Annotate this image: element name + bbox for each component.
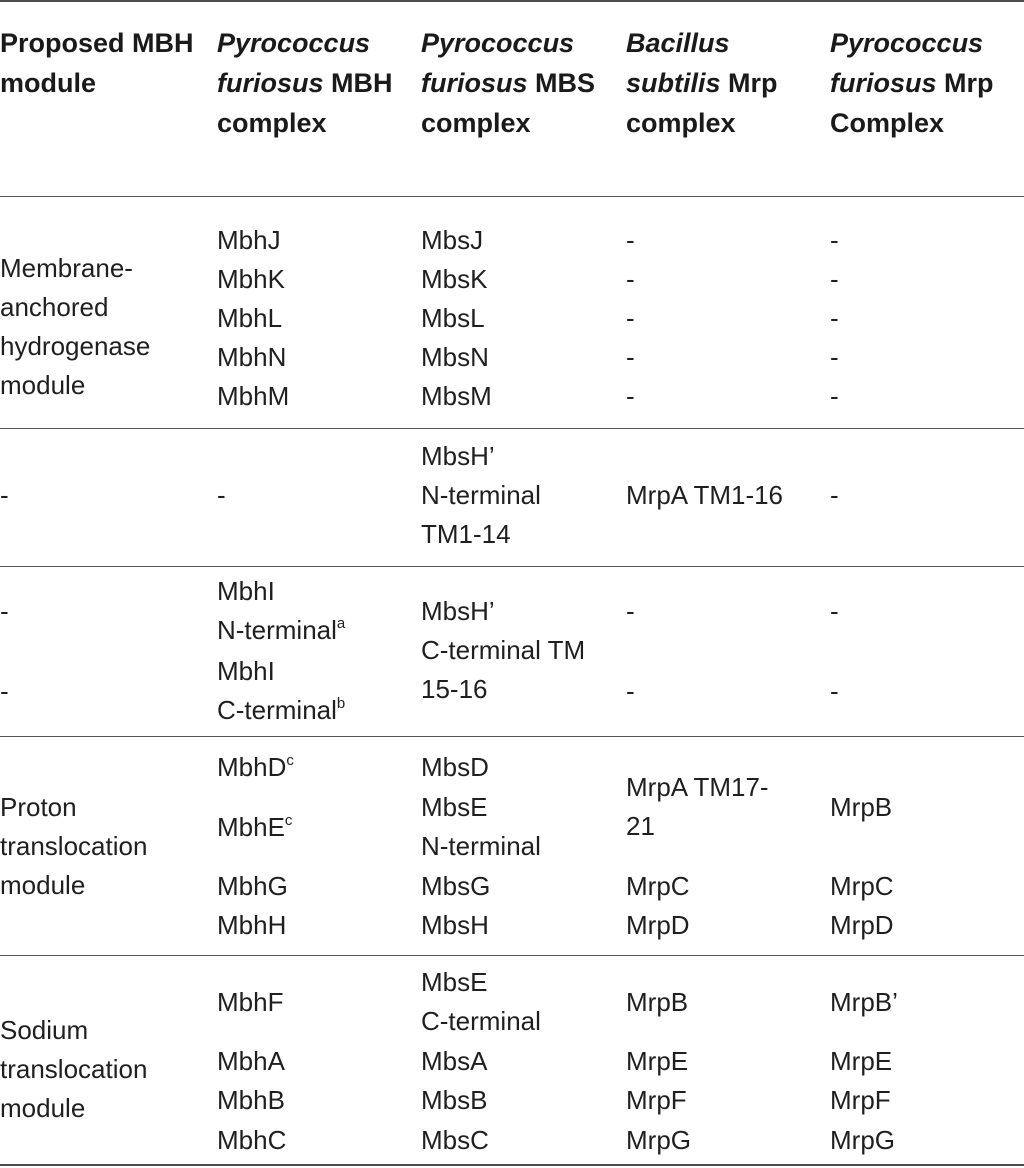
module-label: Membrane- — [0, 253, 133, 283]
bsu-mrp-subunit: - — [626, 676, 635, 706]
header-complex: MBS complex — [421, 68, 596, 138]
pfu-mrp-subunit: MrpF — [830, 1085, 891, 1115]
pfu-mrp-subunit: MrpB — [830, 792, 893, 822]
mbh-subunit: MbhJ — [217, 225, 281, 255]
footnote-marker: a — [336, 615, 346, 632]
pfu-mrp-subunit: MrpE — [830, 1046, 893, 1076]
mbs-subunit: MbsC — [421, 1125, 489, 1155]
bsu-mrp-subunit: MrpA TM17- — [626, 772, 769, 802]
bsu-mrp-subunit: MrpA TM1-16 — [626, 480, 784, 510]
module-label: anchored — [0, 292, 109, 322]
module-label: Sodium — [0, 1015, 89, 1045]
pfu-mrp-subunit: MrpB’ — [830, 987, 898, 1017]
mbh-subunit-text: MbhD — [217, 752, 287, 782]
footnote-marker: c — [286, 752, 294, 769]
mbh-subunit — [217, 808, 292, 847]
module-label: Proton — [0, 792, 77, 822]
header-pfu-mbs — [421, 23, 606, 143]
mbs-subunit: MbsH’ — [421, 596, 495, 626]
footnote-marker: b — [336, 695, 346, 712]
mbh-subunit: MbhG — [217, 871, 288, 901]
header-species: Pyrococcus furiosus — [217, 28, 371, 98]
bsu-mrp-subunit: MrpE — [626, 1046, 689, 1076]
mbh-subunit — [217, 691, 345, 730]
header-pfu-mbh — [217, 23, 402, 143]
mbs-subunit: MbsM — [421, 381, 492, 411]
pfu-mrp-subunit: - — [830, 264, 839, 294]
module-label: translocation — [0, 1054, 148, 1084]
bsu-mrp-subunit: MrpB — [626, 987, 689, 1017]
mbh-subunit: MbhM — [217, 381, 290, 411]
bsu-mrp-subunit: - — [626, 264, 635, 294]
mbh-subunit-text: N-terminal — [217, 615, 337, 645]
mbs-subunit: MbsG — [421, 871, 491, 901]
pfu-mrp-subunit: - — [830, 480, 839, 510]
mbs-subunit: 15-16 — [421, 674, 488, 704]
mbh-subunit: MbhB — [217, 1085, 285, 1115]
section-divider — [0, 428, 1024, 429]
mbh-subunit — [217, 748, 294, 787]
mbs-subunit: TM1-14 — [421, 519, 511, 549]
bsu-mrp-subunit: MrpG — [626, 1125, 691, 1155]
mbs-subunit: MbsL — [421, 303, 485, 333]
header-species: Pyrococcus furiosus — [830, 28, 984, 98]
pfu-mrp-subunit: - — [830, 303, 839, 333]
bsu-mrp-subunit: 21 — [626, 811, 655, 841]
mbh-subunit: MbhH — [217, 910, 287, 940]
pfu-mrp-subunit: - — [830, 676, 839, 706]
bsu-mrp-subunit: - — [626, 596, 635, 626]
section-divider — [0, 566, 1024, 567]
mbs-subunit: C-terminal — [421, 1006, 541, 1036]
mbh-subunit: MbhI — [217, 656, 275, 686]
mbs-subunit: MbsJ — [421, 225, 484, 255]
header-complex: Mrp complex — [626, 68, 778, 138]
mbs-subunit: MbsE — [421, 967, 488, 997]
bsu-mrp-subunit: - — [626, 342, 635, 372]
pfu-mrp-subunit: - — [830, 596, 839, 626]
module-label: module — [0, 870, 86, 900]
module-label: translocation — [0, 831, 148, 861]
bsu-mrp-subunit: - — [626, 225, 635, 255]
mbs-subunit: MbsA — [421, 1046, 488, 1076]
module-label: module — [0, 370, 86, 400]
pfu-mrp-subunit: MrpC — [830, 871, 894, 901]
mbs-subunit: MbsE — [421, 792, 488, 822]
mbs-subunit: MbsB — [421, 1085, 488, 1115]
bsu-mrp-subunit: MrpD — [626, 910, 690, 940]
bsu-mrp-subunit: - — [626, 381, 635, 411]
header-species: Pyrococcus furiosus — [421, 28, 575, 98]
bsu-mrp-subunit: - — [626, 303, 635, 333]
bsu-mrp-subunit: MrpF — [626, 1085, 687, 1115]
header-proposed-module-text: Proposed MBH module — [0, 28, 194, 98]
pfu-mrp-subunit: MrpG — [830, 1125, 895, 1155]
mbh-subunit: MbhA — [217, 1046, 285, 1076]
mbh-subunit — [217, 611, 345, 650]
module-label: module — [0, 1093, 86, 1123]
module-label: hydrogenase — [0, 331, 151, 361]
mbh-subunit-text: C-terminal — [217, 695, 337, 725]
mbs-subunit: MbsN — [421, 342, 489, 372]
header-complex: MBH complex — [217, 68, 393, 138]
header-complex: Mrp Complex — [830, 68, 994, 138]
header-species: Bacillus subtilis — [626, 28, 730, 98]
module-label: - — [0, 596, 9, 626]
header-bottom-rule — [0, 196, 1024, 197]
mbh-subunit: MbhI — [217, 576, 275, 606]
header-proposed-module — [0, 23, 200, 103]
mbs-subunit: N-terminal — [421, 831, 541, 861]
mbh-subunit: MbhK — [217, 264, 285, 294]
mbs-subunit: N-terminal — [421, 480, 541, 510]
section-divider — [0, 736, 1024, 737]
bsu-mrp-subunit: MrpC — [626, 871, 690, 901]
mbs-subunit: MbsH — [421, 910, 489, 940]
mbh-subunit: MbhC — [217, 1125, 287, 1155]
footnote-marker: c — [284, 812, 293, 829]
pfu-mrp-subunit: - — [830, 225, 839, 255]
module-label: - — [0, 480, 9, 510]
table-top-rule — [0, 0, 1024, 2]
table-bottom-rule — [0, 1164, 1024, 1166]
pfu-mrp-subunit: MrpD — [830, 910, 894, 940]
mbs-subunit: C-terminal TM — [421, 635, 586, 665]
mbh-subunit: MbhN — [217, 342, 287, 372]
pfu-mrp-subunit: - — [830, 342, 839, 372]
module-label: - — [0, 676, 9, 706]
mbh-subunit: - — [217, 480, 226, 510]
header-pfu-mrp — [830, 23, 1020, 143]
mbs-subunit: MbsK — [421, 264, 488, 294]
mbh-subunit: MbhF — [217, 987, 284, 1017]
mbh-subunit-text: MbhE — [217, 812, 285, 842]
section-divider — [0, 955, 1024, 956]
mbs-subunit: MbsD — [421, 752, 489, 782]
header-bsu-mrp — [626, 23, 816, 143]
mbh-subunit: MbhL — [217, 303, 283, 333]
mbs-subunit: MbsH’ — [421, 441, 495, 471]
pfu-mrp-subunit: - — [830, 381, 839, 411]
